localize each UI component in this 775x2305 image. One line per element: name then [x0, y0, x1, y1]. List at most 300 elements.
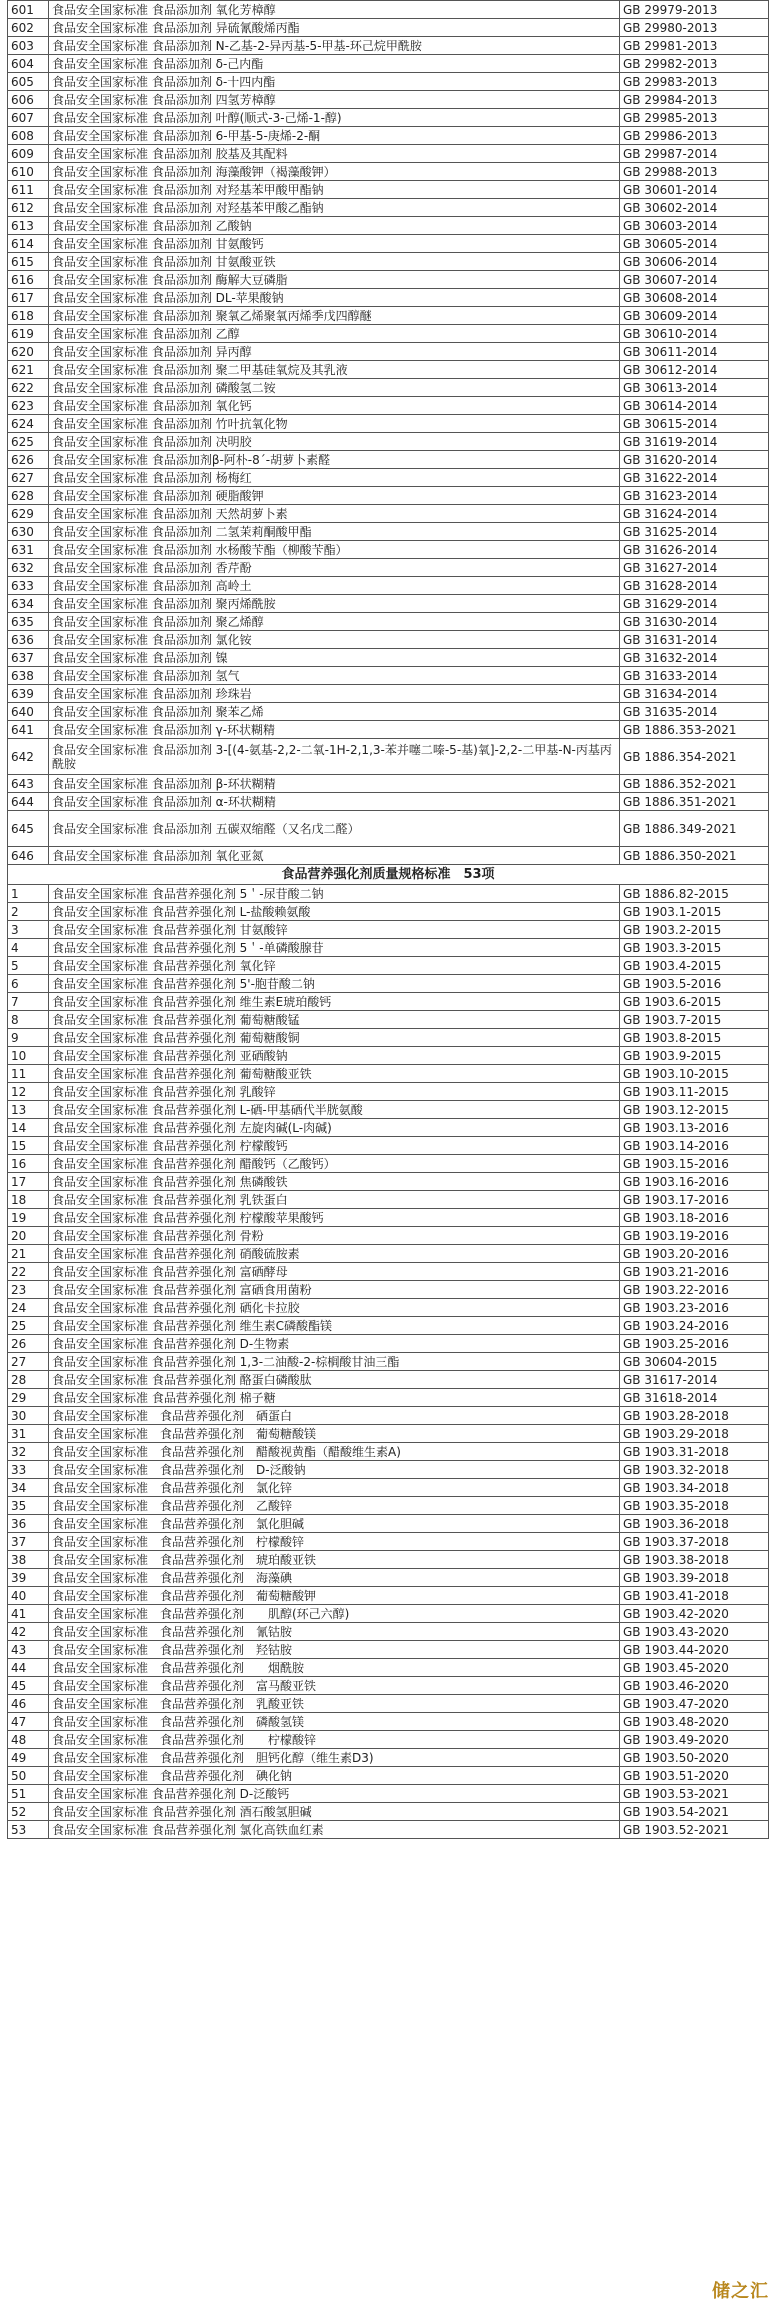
standard-code: GB 1886.354-2021 — [620, 739, 769, 775]
standard-name: 食品安全国家标准 食品添加剂 δ-己内酯 — [49, 55, 620, 73]
table-row — [8, 1137, 769, 1155]
standard-code: GB 29984-2013 — [620, 91, 769, 109]
standard-code: GB 1903.52-2021 — [620, 1821, 769, 1839]
row-number: 13 — [8, 1101, 49, 1119]
table-row — [8, 1155, 769, 1173]
standard-code: GB 1903.39-2018 — [620, 1569, 769, 1587]
row-number: 50 — [8, 1767, 49, 1785]
standard-name: 食品安全国家标准 食品营养强化剂 氯化高铁血红素 — [49, 1821, 620, 1839]
row-number: 28 — [8, 1371, 49, 1389]
table-row — [8, 793, 769, 811]
row-number: 606 — [8, 91, 49, 109]
standard-code: GB 30609-2014 — [620, 307, 769, 325]
standard-name: 食品安全国家标准 食品营养强化剂 柠檬酸钙 — [49, 1137, 620, 1155]
standard-code: GB 1903.29-2018 — [620, 1425, 769, 1443]
standard-code: GB 29983-2013 — [620, 73, 769, 91]
row-number: 618 — [8, 307, 49, 325]
table-row — [8, 1, 769, 19]
section-header-row — [8, 865, 769, 885]
standard-name: 食品安全国家标准 食品营养强化剂 氯化胆碱 — [49, 1515, 620, 1533]
table-row — [8, 1425, 769, 1443]
standard-name: 食品安全国家标准 食品添加剂 乙醇 — [49, 325, 620, 343]
standard-code: GB 31628-2014 — [620, 577, 769, 595]
standard-code: GB 30610-2014 — [620, 325, 769, 343]
table-row — [8, 1497, 769, 1515]
table-row — [8, 1641, 769, 1659]
standard-name: 食品安全国家标准 食品营养强化剂 柠檬酸锌 — [49, 1731, 620, 1749]
standard-code: GB 1903.3-2015 — [620, 939, 769, 957]
row-number: 603 — [8, 37, 49, 55]
standard-code: GB 30607-2014 — [620, 271, 769, 289]
row-number: 25 — [8, 1317, 49, 1335]
standard-code: GB 1886.353-2021 — [620, 721, 769, 739]
table-row — [8, 1551, 769, 1569]
table-row — [8, 1047, 769, 1065]
standard-name: 食品安全国家标准 食品营养强化剂 乳酸锌 — [49, 1083, 620, 1101]
standard-name: 食品安全国家标准 食品营养强化剂 氧化锌 — [49, 957, 620, 975]
standard-code: GB 1903.14-2016 — [620, 1137, 769, 1155]
standard-name: 食品安全国家标准 食品营养强化剂 氯化锌 — [49, 1479, 620, 1497]
standard-code: GB 29979-2013 — [620, 1, 769, 19]
table-row — [8, 145, 769, 163]
row-number: 40 — [8, 1587, 49, 1605]
row-number: 624 — [8, 415, 49, 433]
row-number: 629 — [8, 505, 49, 523]
standard-name: 食品安全国家标准 食品营养强化剂 碘化钠 — [49, 1767, 620, 1785]
standard-name: 食品安全国家标准 食品营养强化剂 乳铁蛋白 — [49, 1191, 620, 1209]
table-row — [8, 939, 769, 957]
table-row — [8, 181, 769, 199]
standard-name: 食品安全国家标准 食品添加剂 聚氧乙烯聚氧丙烯季戊四醇醚 — [49, 307, 620, 325]
standard-name: 食品安全国家标准 食品添加剂 乙酸钠 — [49, 217, 620, 235]
table-row — [8, 1191, 769, 1209]
table-row — [8, 307, 769, 325]
standard-name: 食品安全国家标准 食品添加剂 β-环状糊精 — [49, 775, 620, 793]
standard-name: 食品安全国家标准 食品营养强化剂 亚硒酸钠 — [49, 1047, 620, 1065]
standard-name: 食品安全国家标准 食品添加剂 甘氨酸亚铁 — [49, 253, 620, 271]
standard-code: GB 1903.53-2021 — [620, 1785, 769, 1803]
table-row — [8, 577, 769, 595]
row-number: 627 — [8, 469, 49, 487]
table-row — [8, 993, 769, 1011]
standard-code: GB 30605-2014 — [620, 235, 769, 253]
table-row — [8, 37, 769, 55]
table-row — [8, 847, 769, 865]
row-number: 1 — [8, 885, 49, 903]
table-row — [8, 1587, 769, 1605]
standard-name: 食品安全国家标准 食品营养强化剂 柠檬酸锌 — [49, 1533, 620, 1551]
standard-code: GB 1903.31-2018 — [620, 1443, 769, 1461]
table-row — [8, 1227, 769, 1245]
standard-code: GB 30602-2014 — [620, 199, 769, 217]
standard-code: GB 1903.25-2016 — [620, 1335, 769, 1353]
row-number: 639 — [8, 685, 49, 703]
table-row — [8, 1731, 769, 1749]
standard-name: 食品安全国家标准 食品营养强化剂 葡萄糖酸铜 — [49, 1029, 620, 1047]
standard-name: 食品安全国家标准 食品添加剂 叶醇(顺式-3-己烯-1-醇) — [49, 109, 620, 127]
fortifiers-section — [8, 885, 769, 1839]
standard-code: GB 30601-2014 — [620, 181, 769, 199]
standard-code: GB 1903.42-2020 — [620, 1605, 769, 1623]
table-row — [8, 975, 769, 993]
row-number: 30 — [8, 1407, 49, 1425]
row-number: 634 — [8, 595, 49, 613]
table-row — [8, 1623, 769, 1641]
standard-code: GB 30614-2014 — [620, 397, 769, 415]
standard-name: 食品安全国家标准 食品添加剂 6-甲基-5-庚烯-2-酮 — [49, 127, 620, 145]
standard-name: 食品安全国家标准 食品营养强化剂 维生素E琥珀酸钙 — [49, 993, 620, 1011]
row-number: 611 — [8, 181, 49, 199]
standard-name: 食品安全国家标准 食品添加剂 天然胡萝卜素 — [49, 505, 620, 523]
row-number: 610 — [8, 163, 49, 181]
row-number: 37 — [8, 1533, 49, 1551]
row-number: 642 — [8, 739, 49, 775]
table-row — [8, 253, 769, 271]
standard-name: 食品安全国家标准 食品添加剂 杨梅红 — [49, 469, 620, 487]
standard-code: GB 29986-2013 — [620, 127, 769, 145]
standard-code: GB 31624-2014 — [620, 505, 769, 523]
table-row — [8, 1299, 769, 1317]
standard-name: 食品安全国家标准 食品营养强化剂 肌醇(环己六醇) — [49, 1605, 620, 1623]
standard-name: 食品安全国家标准 食品添加剂 γ-环状糊精 — [49, 721, 620, 739]
standard-name: 食品安全国家标准 食品添加剂 氯化铵 — [49, 631, 620, 649]
standards-table — [7, 0, 769, 1839]
standard-name: 食品安全国家标准 食品添加剂 甘氨酸钙 — [49, 235, 620, 253]
table-row — [8, 289, 769, 307]
table-row — [8, 271, 769, 289]
row-number: 646 — [8, 847, 49, 865]
standard-code: GB 1903.32-2018 — [620, 1461, 769, 1479]
row-number: 614 — [8, 235, 49, 253]
row-number: 607 — [8, 109, 49, 127]
row-number: 5 — [8, 957, 49, 975]
standard-code: GB 30611-2014 — [620, 343, 769, 361]
table-row — [8, 1443, 769, 1461]
table-row — [8, 1263, 769, 1281]
standard-name: 食品安全国家标准 食品营养强化剂 5'-胞苷酸二钠 — [49, 975, 620, 993]
standard-name: 食品安全国家标准 食品营养强化剂 葡萄糖酸锰 — [49, 1011, 620, 1029]
table-row — [8, 469, 769, 487]
standard-name: 食品安全国家标准 食品添加剂 对羟基苯甲酸乙酯钠 — [49, 199, 620, 217]
table-row — [8, 1479, 769, 1497]
row-number: 641 — [8, 721, 49, 739]
table-row — [8, 595, 769, 613]
table-row — [8, 73, 769, 91]
table-row — [8, 1065, 769, 1083]
standard-name: 食品安全国家标准 食品营养强化剂 L-盐酸赖氨酸 — [49, 903, 620, 921]
standard-code: GB 1903.18-2016 — [620, 1209, 769, 1227]
row-number: 602 — [8, 19, 49, 37]
row-number: 620 — [8, 343, 49, 361]
table-row — [8, 667, 769, 685]
row-number: 623 — [8, 397, 49, 415]
table-row — [8, 721, 769, 739]
standard-name: 食品安全国家标准 食品营养强化剂 棉子糖 — [49, 1389, 620, 1407]
standard-code: GB 31631-2014 — [620, 631, 769, 649]
table-row — [8, 1767, 769, 1785]
row-number: 612 — [8, 199, 49, 217]
standard-code: GB 1903.10-2015 — [620, 1065, 769, 1083]
row-number: 36 — [8, 1515, 49, 1533]
standard-name: 食品安全国家标准 食品营养强化剂 硒化卡拉胶 — [49, 1299, 620, 1317]
table-row — [8, 1749, 769, 1767]
row-number: 10 — [8, 1047, 49, 1065]
standard-code: GB 29982-2013 — [620, 55, 769, 73]
table-row — [8, 1605, 769, 1623]
watermark-logo: 储之汇 — [712, 2281, 769, 2302]
table-row — [8, 163, 769, 181]
standard-name: 食品安全国家标准 食品营养强化剂 乳酸亚铁 — [49, 1695, 620, 1713]
standard-code: GB 1903.15-2016 — [620, 1155, 769, 1173]
row-number: 8 — [8, 1011, 49, 1029]
table-row — [8, 343, 769, 361]
standard-name: 食品安全国家标准 食品营养强化剂 葡萄糖酸镁 — [49, 1425, 620, 1443]
row-number: 14 — [8, 1119, 49, 1137]
standard-code: GB 1903.1-2015 — [620, 903, 769, 921]
table-row — [8, 1695, 769, 1713]
table-row — [8, 325, 769, 343]
table-row — [8, 1245, 769, 1263]
row-number: 6 — [8, 975, 49, 993]
table-row — [8, 1173, 769, 1191]
row-number: 20 — [8, 1227, 49, 1245]
standard-name: 食品安全国家标准 食品营养强化剂 柠檬酸苹果酸钙 — [49, 1209, 620, 1227]
row-number: 616 — [8, 271, 49, 289]
row-number: 29 — [8, 1389, 49, 1407]
standard-code: GB 1903.28-2018 — [620, 1407, 769, 1425]
standard-name: 食品安全国家标准 食品营养强化剂 L-硒-甲基硒代半胱氨酸 — [49, 1101, 620, 1119]
standard-code: GB 1903.13-2016 — [620, 1119, 769, 1137]
standard-code: GB 1886.82-2015 — [620, 885, 769, 903]
row-number: 9 — [8, 1029, 49, 1047]
table-row — [8, 217, 769, 235]
standard-code: GB 30606-2014 — [620, 253, 769, 271]
row-number: 32 — [8, 1443, 49, 1461]
standard-code: GB 31620-2014 — [620, 451, 769, 469]
standard-code: GB 31635-2014 — [620, 703, 769, 721]
standard-code: GB 1903.7-2015 — [620, 1011, 769, 1029]
standard-code: GB 31626-2014 — [620, 541, 769, 559]
standard-code: GB 1886.352-2021 — [620, 775, 769, 793]
standard-name: 食品安全国家标准 食品营养强化剂 硒蛋白 — [49, 1407, 620, 1425]
standard-name: 食品安全国家标准 食品添加剂 异丙醇 — [49, 343, 620, 361]
standard-name: 食品安全国家标准 食品营养强化剂 磷酸氢镁 — [49, 1713, 620, 1731]
standard-name: 食品安全国家标准 食品营养强化剂 烟酰胺 — [49, 1659, 620, 1677]
row-number: 621 — [8, 361, 49, 379]
standard-code: GB 1903.54-2021 — [620, 1803, 769, 1821]
standard-code: GB 1903.11-2015 — [620, 1083, 769, 1101]
standard-code: GB 31630-2014 — [620, 613, 769, 631]
table-row — [8, 1335, 769, 1353]
standard-code: GB 1903.47-2020 — [620, 1695, 769, 1713]
standard-name: 食品安全国家标准 食品添加剂 竹叶抗氧化物 — [49, 415, 620, 433]
table-row — [8, 55, 769, 73]
standard-name: 食品安全国家标准 食品添加剂 DL-苹果酸钠 — [49, 289, 620, 307]
standard-name: 食品安全国家标准 食品添加剂 聚乙烯醇 — [49, 613, 620, 631]
standard-code: GB 1903.9-2015 — [620, 1047, 769, 1065]
table-row — [8, 127, 769, 145]
row-number: 626 — [8, 451, 49, 469]
row-number: 608 — [8, 127, 49, 145]
table-row — [8, 1533, 769, 1551]
standard-name: 食品安全国家标准 食品营养强化剂 骨粉 — [49, 1227, 620, 1245]
table-row — [8, 235, 769, 253]
table-row — [8, 487, 769, 505]
standard-name: 食品安全国家标准 食品添加剂 二氢茉莉酮酸甲酯 — [49, 523, 620, 541]
row-number: 3 — [8, 921, 49, 939]
standard-code: GB 31622-2014 — [620, 469, 769, 487]
standard-code: GB 1903.23-2016 — [620, 1299, 769, 1317]
standard-name: 食品安全国家标准 食品添加剂 对羟基苯甲酸甲酯钠 — [49, 181, 620, 199]
standard-name: 食品安全国家标准 食品营养强化剂 海藻碘 — [49, 1569, 620, 1587]
row-number: 46 — [8, 1695, 49, 1713]
standard-name: 食品安全国家标准 食品营养强化剂 5＇-尿苷酸二钠 — [49, 885, 620, 903]
row-number: 11 — [8, 1065, 49, 1083]
standard-code: GB 1903.17-2016 — [620, 1191, 769, 1209]
row-number: 23 — [8, 1281, 49, 1299]
row-number: 19 — [8, 1209, 49, 1227]
standard-name: 食品安全国家标准 食品添加剂 硬脂酸钾 — [49, 487, 620, 505]
standard-code: GB 31627-2014 — [620, 559, 769, 577]
row-number: 605 — [8, 73, 49, 91]
table-row — [8, 1281, 769, 1299]
row-number: 45 — [8, 1677, 49, 1695]
standard-code: GB 1903.34-2018 — [620, 1479, 769, 1497]
additives-section — [8, 1, 769, 865]
standard-name: 食品安全国家标准 食品营养强化剂 硝酸硫胺素 — [49, 1245, 620, 1263]
row-number: 16 — [8, 1155, 49, 1173]
row-number: 613 — [8, 217, 49, 235]
row-number: 42 — [8, 1623, 49, 1641]
standard-code: GB 31633-2014 — [620, 667, 769, 685]
standard-name: 食品安全国家标准 食品营养强化剂 富硒食用菌粉 — [49, 1281, 620, 1299]
standard-name: 食品安全国家标准 食品添加剂 胶基及其配料 — [49, 145, 620, 163]
table-row — [8, 631, 769, 649]
row-number: 633 — [8, 577, 49, 595]
standard-code: GB 1903.12-2015 — [620, 1101, 769, 1119]
table-row — [8, 957, 769, 975]
standard-name: 食品安全国家标准 食品营养强化剂 胆钙化醇（维生素D3) — [49, 1749, 620, 1767]
standard-code: GB 1903.5-2016 — [620, 975, 769, 993]
row-number: 35 — [8, 1497, 49, 1515]
row-number: 645 — [8, 811, 49, 847]
standard-name: 食品安全国家标准 食品营养强化剂 5＇-单磷酸腺苷 — [49, 939, 620, 957]
table-row — [8, 1209, 769, 1227]
standard-code: GB 31619-2014 — [620, 433, 769, 451]
standard-name: 食品安全国家标准 食品营养强化剂 乙酸锌 — [49, 1497, 620, 1515]
table-row — [8, 885, 769, 903]
standard-name: 食品安全国家标准 食品营养强化剂 葡萄糖酸钾 — [49, 1587, 620, 1605]
standard-name: 食品安全国家标准 食品添加剂 四氢芳樟醇 — [49, 91, 620, 109]
standard-code: GB 31625-2014 — [620, 523, 769, 541]
row-number: 44 — [8, 1659, 49, 1677]
table-row — [8, 1713, 769, 1731]
table-row — [8, 19, 769, 37]
standard-name: 食品安全国家标准 食品营养强化剂 醋酸钙（乙酸钙） — [49, 1155, 620, 1173]
row-number: 644 — [8, 793, 49, 811]
row-number: 21 — [8, 1245, 49, 1263]
row-number: 628 — [8, 487, 49, 505]
standard-code: GB 1886.351-2021 — [620, 793, 769, 811]
standard-code: GB 1903.16-2016 — [620, 1173, 769, 1191]
row-number: 2 — [8, 903, 49, 921]
standard-code: GB 1903.19-2016 — [620, 1227, 769, 1245]
row-number: 24 — [8, 1299, 49, 1317]
standard-name: 食品安全国家标准 食品营养强化剂 甘氨酸锌 — [49, 921, 620, 939]
standard-code: GB 1903.21-2016 — [620, 1263, 769, 1281]
standard-name: 食品安全国家标准 食品添加剂 3-[(4-氨基-2,2-二氧-1H-2,1,3-苯并噻二嗪-5-基)氧]-2,2-二甲基-N-丙基丙酰胺 — [49, 739, 620, 775]
standard-name: 食品安全国家标准 食品添加剂 决明胶 — [49, 433, 620, 451]
table-row — [8, 379, 769, 397]
row-number: 41 — [8, 1605, 49, 1623]
standard-code: GB 1903.46-2020 — [620, 1677, 769, 1695]
row-number: 619 — [8, 325, 49, 343]
row-number: 22 — [8, 1263, 49, 1281]
standard-name: 食品安全国家标准 食品添加剂 聚丙烯酰胺 — [49, 595, 620, 613]
standard-code: GB 31617-2014 — [620, 1371, 769, 1389]
fortifier-header-section — [8, 865, 769, 885]
standard-code: GB 29985-2013 — [620, 109, 769, 127]
table-row — [8, 1461, 769, 1479]
standard-name: 食品安全国家标准 食品营养强化剂 酪蛋白磷酸肽 — [49, 1371, 620, 1389]
row-number: 51 — [8, 1785, 49, 1803]
standard-name: 食品安全国家标准 食品营养强化剂 1,3-二油酸-2-棕榈酸甘油三酯 — [49, 1353, 620, 1371]
standard-name: 食品安全国家标准 食品添加剂 α-环状糊精 — [49, 793, 620, 811]
row-number: 53 — [8, 1821, 49, 1839]
standard-name: 食品安全国家标准 食品营养强化剂 醋酸视黄酯（醋酸维生素A) — [49, 1443, 620, 1461]
standard-code: GB 1903.2-2015 — [620, 921, 769, 939]
row-number: 33 — [8, 1461, 49, 1479]
standard-name: 食品安全国家标准 食品营养强化剂 酒石酸氢胆碱 — [49, 1803, 620, 1821]
standard-code: GB 1903.36-2018 — [620, 1515, 769, 1533]
table-row — [8, 397, 769, 415]
standard-code: GB 30604-2015 — [620, 1353, 769, 1371]
standard-code: GB 1903.35-2018 — [620, 1497, 769, 1515]
standard-name: 食品安全国家标准 食品营养强化剂 富硒酵母 — [49, 1263, 620, 1281]
standard-code: GB 1903.22-2016 — [620, 1281, 769, 1299]
table-row — [8, 1785, 769, 1803]
table-row — [8, 559, 769, 577]
standard-code: GB 29980-2013 — [620, 19, 769, 37]
row-number: 615 — [8, 253, 49, 271]
standard-code: GB 31632-2014 — [620, 649, 769, 667]
table-row — [8, 451, 769, 469]
row-number: 622 — [8, 379, 49, 397]
table-row — [8, 505, 769, 523]
table-row — [8, 1407, 769, 1425]
standard-name: 食品安全国家标准 食品添加剂 δ-十四内酯 — [49, 73, 620, 91]
standard-code: GB 1903.49-2020 — [620, 1731, 769, 1749]
table-row — [8, 415, 769, 433]
standard-name: 食品安全国家标准 食品添加剂 聚二甲基硅氧烷及其乳液 — [49, 361, 620, 379]
table-row — [8, 1515, 769, 1533]
standard-code: GB 1886.349-2021 — [620, 811, 769, 847]
standard-name: 食品安全国家标准 食品添加剂 氧化芳樟醇 — [49, 1, 620, 19]
table-row — [8, 91, 769, 109]
table-row — [8, 1353, 769, 1371]
standard-code: GB 31623-2014 — [620, 487, 769, 505]
table-row — [8, 649, 769, 667]
row-number: 34 — [8, 1479, 49, 1497]
standard-code: GB 1903.4-2015 — [620, 957, 769, 975]
standard-code: GB 1903.43-2020 — [620, 1623, 769, 1641]
standard-name: 食品安全国家标准 食品营养强化剂 富马酸亚铁 — [49, 1677, 620, 1695]
standard-name: 食品安全国家标准 食品添加剂 高岭土 — [49, 577, 620, 595]
table-row — [8, 613, 769, 631]
standard-code: GB 1903.8-2015 — [620, 1029, 769, 1047]
standard-code: GB 1903.6-2015 — [620, 993, 769, 1011]
standard-code: GB 29987-2014 — [620, 145, 769, 163]
